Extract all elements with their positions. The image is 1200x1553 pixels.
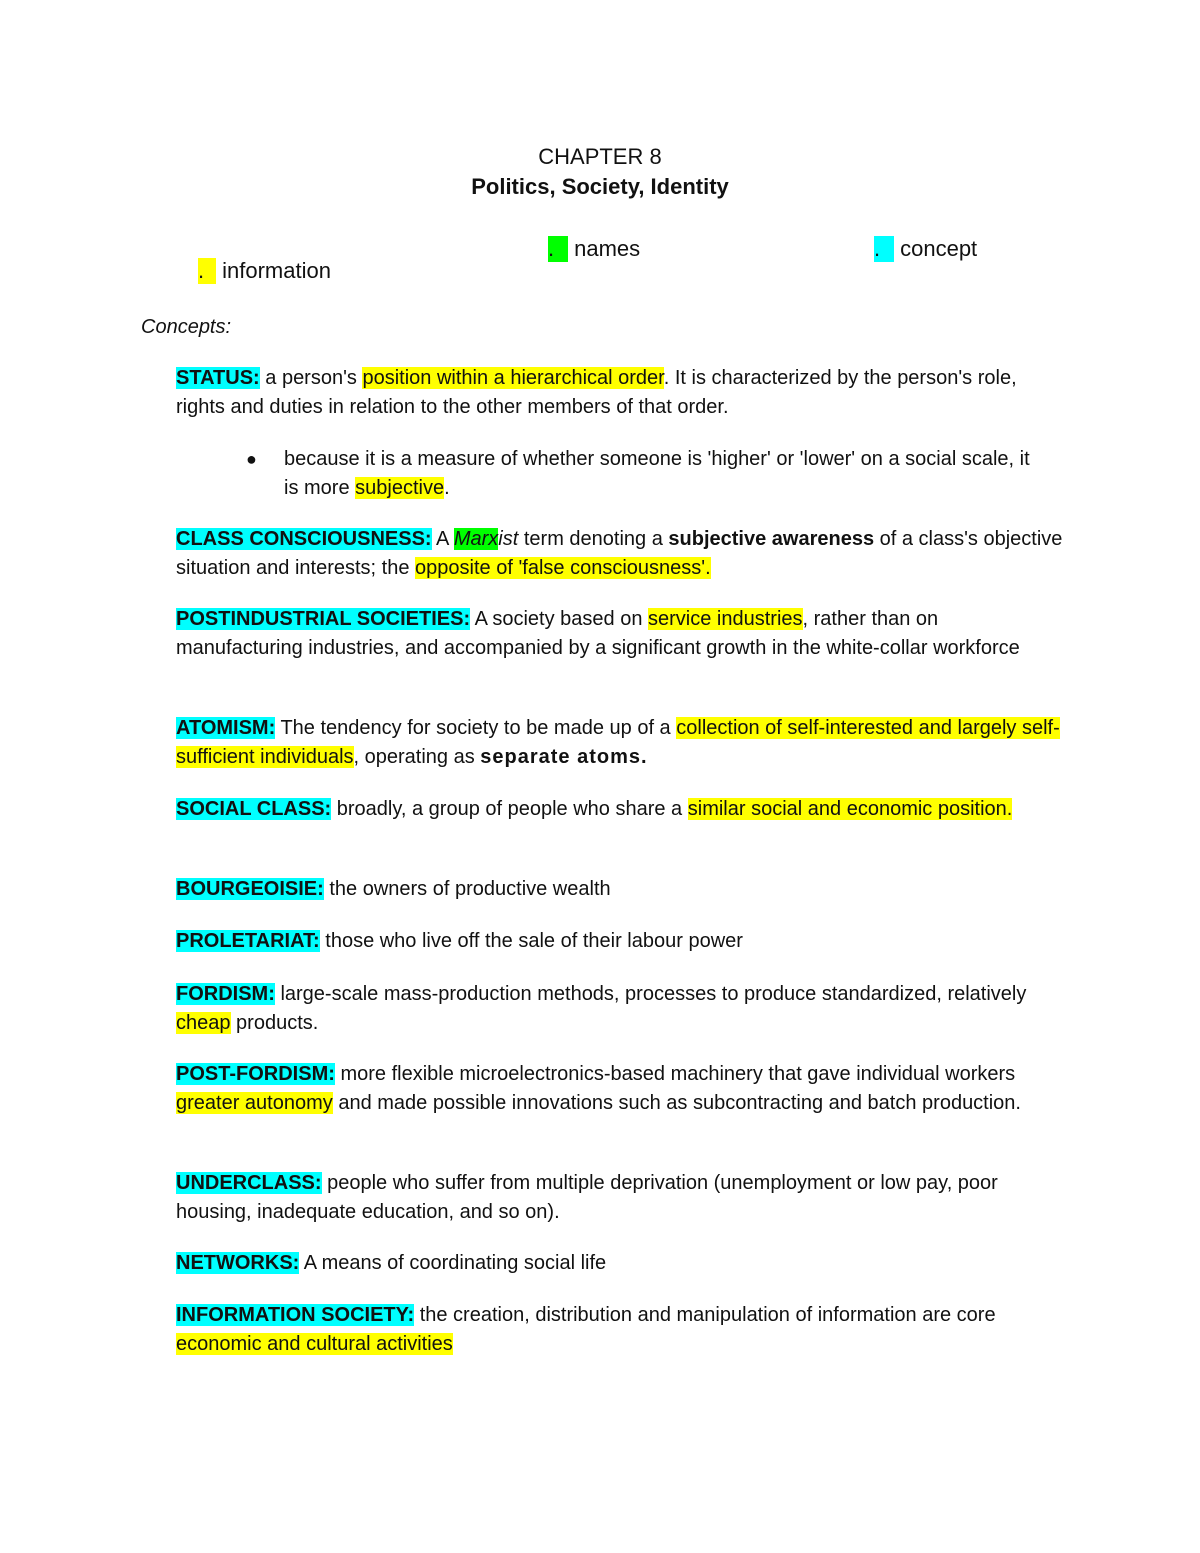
- bold-text: separate atoms.: [480, 746, 648, 768]
- highlight-information: greater autonomy: [176, 1092, 333, 1114]
- legend-names: [548, 236, 640, 262]
- definition-text: more flexible microelectronics-based machinery that gave individual workers: [334, 1063, 1016, 1085]
- entry-proletariat: [176, 927, 1066, 956]
- term-status: STATUS:: [176, 367, 260, 389]
- definition-text: A society based on: [470, 608, 649, 630]
- concepts-heading: Concepts:: [141, 316, 232, 338]
- entry-bourgeoisie: [176, 875, 1066, 904]
- chapter-title: CHAPTER 8: [538, 144, 662, 169]
- entry-class-consciousness: [176, 525, 1066, 583]
- definition-text: The tendency for society to be made up of a: [275, 717, 677, 739]
- highlight-information: economic and cultural activities: [176, 1333, 453, 1355]
- legend-information-label: information: [216, 258, 331, 283]
- definition-text: , operating as: [353, 746, 481, 768]
- highlight-information: service industries: [648, 608, 803, 630]
- definition-text: broadly, a group of people who share a: [331, 798, 688, 820]
- term-post-fordism: POST-FORDISM:: [176, 1063, 335, 1085]
- term-social-class: SOCIAL CLASS:: [176, 798, 332, 820]
- entry-underclass: [176, 1169, 1066, 1227]
- entry-networks: [176, 1249, 1066, 1278]
- entry-atomism: [176, 714, 1066, 772]
- definition-text: . It is characterized by the person's role, rights and duties in relation to the other members of that order.: [176, 367, 1017, 418]
- highlight-information: position within a hierarchical order: [362, 367, 664, 389]
- definition-text: A means of coordinating social life: [299, 1252, 607, 1274]
- legend-yellow-swatch: [198, 258, 216, 284]
- highlight-information: cheap: [176, 1012, 231, 1034]
- entry-fordism: [176, 980, 1066, 1038]
- legend-concept-label: concept: [894, 236, 978, 261]
- term-proletariat: PROLETARIAT:: [176, 930, 320, 952]
- legend-names-label: names: [568, 236, 641, 261]
- definition-text: a person's: [259, 367, 363, 389]
- chapter-subtitle: Politics, Society, Identity: [471, 174, 729, 199]
- definition-text: the creation, distribution and manipulation of information are core: [414, 1304, 996, 1326]
- bullet-text: [284, 445, 1044, 503]
- definition-text: large-scale mass-production methods, processes to produce standardized, relatively: [274, 983, 1027, 1005]
- legend-cyan-swatch: [874, 236, 894, 262]
- legend-green-swatch: [548, 236, 568, 262]
- definition-text: .: [444, 477, 450, 499]
- highlight-information: similar social and economic position.: [687, 798, 1013, 820]
- term-atomism: ATOMISM:: [176, 717, 276, 739]
- highlight-information: collection of self-interested and largely self-sufficient individuals: [176, 717, 1060, 768]
- legend-yellow-dot: .: [198, 258, 205, 283]
- legend-concept: [874, 236, 977, 262]
- term-underclass: UNDERCLASS:: [176, 1172, 322, 1194]
- term-networks: NETWORKS:: [176, 1252, 300, 1274]
- entry-information-society: [176, 1301, 1066, 1359]
- definition-text: A: [431, 528, 454, 550]
- definition-text: term denoting a: [518, 528, 669, 550]
- term-class-consciousness: CLASS CONSCIOUSNESS:: [176, 528, 432, 550]
- legend-cyan-dot: .: [874, 236, 881, 261]
- definition-text: products.: [230, 1012, 319, 1034]
- definition-text: , rather than on manufacturing industries, and accompanied by a significant growth in the white-collar workforce: [176, 608, 1020, 659]
- definition-text: because it is a measure of whether someone is 'higher' or 'lower' on a social scale, it is more: [284, 448, 1030, 499]
- entry-social-class: [176, 795, 1066, 824]
- entry-post-fordism: [176, 1060, 1066, 1118]
- highlight-information: opposite of 'false consciousness'.: [415, 557, 711, 579]
- definition-text: those who live off the sale of their labour power: [319, 930, 743, 952]
- definition-text: ist: [498, 528, 519, 550]
- highlight-information: subjective: [355, 477, 445, 499]
- definition-text: people who suffer from multiple deprivation (unemployment or low pay, poor housing, inadequate education, and so on).: [176, 1172, 998, 1223]
- legend-green-dot: .: [548, 236, 555, 261]
- legend-information: [198, 258, 331, 284]
- definition-text: the owners of productive wealth: [323, 878, 611, 900]
- term-bourgeoisie: BOURGEOISIE:: [176, 878, 324, 900]
- entry-status: [176, 364, 1066, 422]
- entry-postindustrial-societies: [176, 605, 1066, 663]
- term-information-society: INFORMATION SOCIETY:: [176, 1304, 415, 1326]
- bold-text: subjective awareness: [668, 528, 875, 550]
- term-postindustrial-societies: POSTINDUSTRIAL SOCIETIES:: [176, 608, 471, 630]
- definition-text: of a class's objective situation and interests; the: [176, 528, 1063, 579]
- bullet-icon: ●: [246, 449, 257, 469]
- definition-text: and made possible innovations such as subcontracting and batch production.: [332, 1092, 1021, 1114]
- term-fordism: FORDISM:: [176, 983, 275, 1005]
- highlight-name: Marx: [453, 528, 499, 550]
